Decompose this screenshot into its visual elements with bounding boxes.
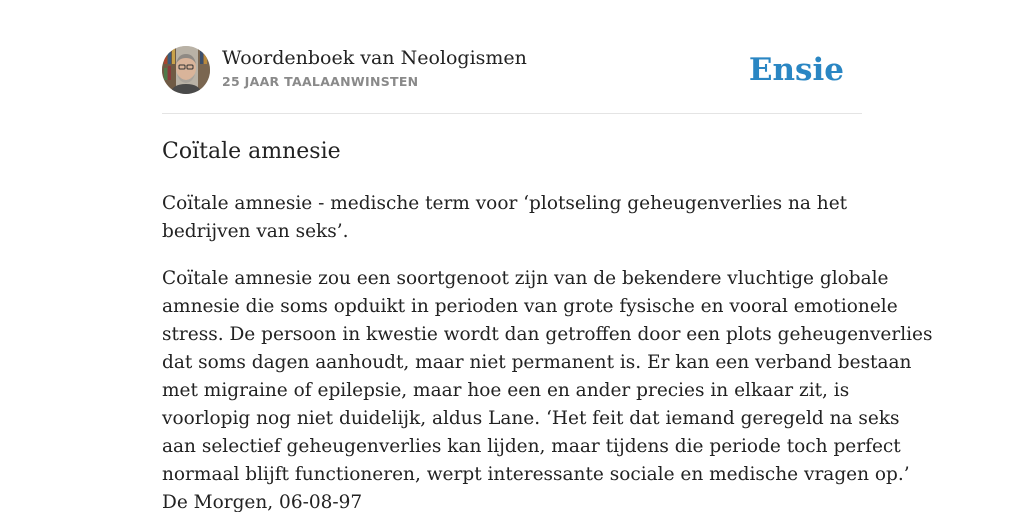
author-subtitle: 25 JAAR TAALAANWINSTEN — [222, 74, 419, 89]
quote-line: normaal blijft functioneren, werpt interessante sociale en medische vragen op.’ — [162, 464, 910, 485]
author-header — [162, 46, 862, 96]
author-name[interactable]: Woordenboek van Neologismen — [222, 47, 527, 69]
definition-line: Coïtale amnesie - medische term voor ‘plotseling geheugenverlies na het — [162, 193, 848, 214]
article-title: Coïtale amnesie — [162, 139, 341, 164]
quote-line: voorlopig nog niet duidelijk, aldus Lane. ‘Het feit dat iemand geregeld na seks — [162, 408, 900, 429]
ensie-logo[interactable]: Ensie — [748, 52, 844, 88]
quote-line: aan selectief geheugenverlies kan lijden, maar tijdens die periode toch perfect — [162, 436, 901, 457]
quote-line: amnesie die soms opduikt in perioden van grote fysische en vooral emotionele — [162, 296, 898, 317]
quote-line: stress. De persoon in kwestie wordt dan getroffen door een plots geheugenverlies — [162, 324, 933, 345]
avatar-portrait-icon — [162, 46, 210, 94]
article-content — [162, 190, 933, 512]
source-citation: De Morgen, 06-08-97 — [162, 492, 363, 512]
header-divider — [162, 113, 862, 114]
quote-line: met migraine of epilepsie, maar hoe een en ander precies in elkaar zit, is — [162, 380, 850, 401]
definition-paragraph — [162, 190, 864, 246]
quote-line: dat soms dagen aanhoudt, maar niet permanent is. Er kan een verband bestaan — [162, 352, 912, 373]
author-avatar[interactable] — [162, 46, 210, 94]
definition-line: bedrijven van seks’. — [162, 221, 349, 242]
quote-line: Coïtale amnesie zou een soortgenoot zijn van de bekendere vluchtige globale — [162, 268, 889, 289]
quote-paragraph — [162, 265, 933, 512]
